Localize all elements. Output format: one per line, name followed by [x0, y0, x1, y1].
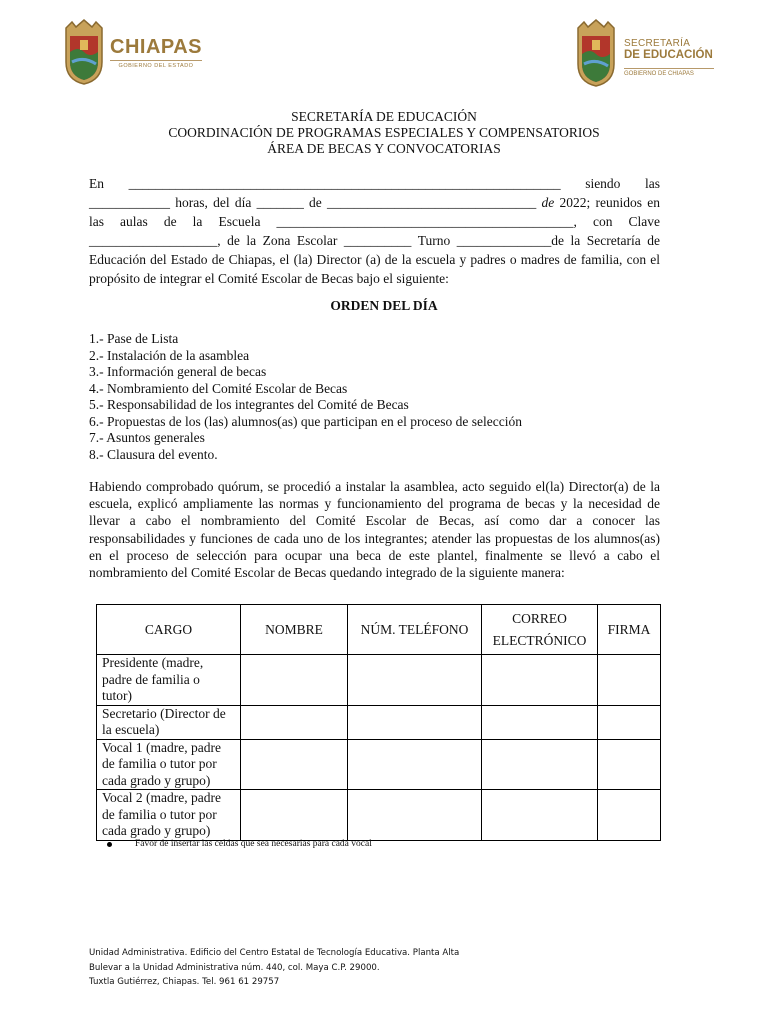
table-row	[97, 655, 661, 706]
column-header-correo	[482, 605, 598, 655]
table-note-text: Favor de insertar las celdas que sea necesarias para cada vocal	[135, 839, 372, 849]
cargo-cell-secretario	[97, 705, 241, 739]
footer-line-1: Unidad Administrativa. Edificio del Centro Estatal de Tecnología Educativa. Planta Alta	[89, 948, 460, 958]
agenda-item: 1.- Pase de Lista	[89, 331, 179, 346]
intro-line-1	[89, 174, 660, 193]
column-header-firma: FIRMA	[598, 605, 661, 655]
cargo-text: Vocal 1 (madre, padre	[102, 739, 221, 755]
agenda-item: 3.- Información general de becas	[89, 364, 267, 379]
cargo-text: de familia o tutor por	[102, 806, 217, 822]
cargo-cell-presidente	[97, 655, 241, 706]
correo-input-cell[interactable]	[482, 655, 598, 706]
footer-line-3: Tuxtla Gutiérrez, Chiapas. Tel. 961 61 29757	[89, 977, 280, 987]
firma-input-cell[interactable]	[598, 655, 661, 706]
agenda-heading: ORDEN DEL DÍA	[330, 298, 438, 313]
intro-paragraph	[89, 174, 660, 288]
closing-line-1: Habiendo comprobado quórum, se procedió a instalar la asamblea, acto seguido el(la) Director(a) de la	[89, 479, 660, 494]
committee-table	[96, 604, 661, 841]
column-header-nombre: NOMBRE	[241, 605, 348, 655]
telefono-input-cell[interactable]	[348, 790, 482, 841]
correo-input-cell[interactable]	[482, 790, 598, 841]
agenda-item: 7.- Asuntos generales	[89, 430, 205, 445]
school-blank: ____________________________________________,	[276, 214, 577, 229]
intro-text: con Clave	[592, 214, 660, 229]
correo-header-line1: CORREO	[512, 610, 567, 626]
agenda-item: 5.- Responsabilidad de los integrantes del Comité de Becas	[89, 397, 409, 412]
telefono-input-cell[interactable]	[348, 705, 482, 739]
firma-input-cell[interactable]	[598, 705, 661, 739]
intro-line-6: propósito de integrar el Comité Escolar de Becas bajo el siguiente:	[89, 271, 449, 286]
intro-line-4: ___________________, de la Zona Escolar __________ Turno ______________de la Secretaría de	[89, 233, 660, 248]
cargo-text: cada grado y grupo)	[102, 772, 211, 788]
intro-line-3	[89, 212, 660, 231]
agenda-item: 4.- Nombramiento del Comité Escolar de Becas	[89, 380, 348, 396]
footer-line-2: Bulevar a la Unidad Administrativa núm. 440, col. Maya C.P. 29000.	[89, 962, 380, 973]
chiapas-logo-text: CHIAPAS	[110, 36, 203, 58]
chiapas-coat-of-arms-icon	[574, 18, 618, 88]
intro-text: las aulas de la Escuela	[89, 214, 261, 229]
firma-input-cell[interactable]	[598, 790, 661, 841]
closing-line-6: nombramiento del Comité Escolar de Becas quedando integrado de la siguiente manera:	[89, 565, 565, 581]
cargo-cell-vocal-2	[97, 790, 241, 841]
intro-line-2	[89, 193, 660, 212]
secretaria-logo-line3: GOBIERNO DE CHIAPAS	[624, 68, 714, 77]
intro-text: siendo	[585, 176, 621, 191]
chiapas-coat-of-arms-icon	[62, 18, 106, 86]
title-line-2: COORDINACIÓN DE PROGRAMAS ESPECIALES Y COMPENSATORIOS	[168, 125, 600, 140]
agenda-item: 2.- Instalación de la asamblea	[89, 347, 250, 363]
cargo-text: Presidente (madre,	[102, 655, 204, 670]
cargo-cell-vocal-1	[97, 739, 241, 790]
chiapas-government-logo	[62, 18, 222, 86]
table-row	[97, 790, 661, 841]
closing-paragraph	[89, 478, 660, 581]
title-line-3: ÁREA DE BECAS Y CONVOCATORIAS	[267, 141, 501, 156]
closing-line-5: en el proceso de selección para ocupar una beca de este plantel, finalmente se llevó a cabo el	[89, 547, 660, 563]
intro-text: 2022; reunidos en	[559, 195, 661, 210]
secretaria-logo-line2: DE EDUCACIÓN	[624, 49, 713, 61]
time-date-blanks: ____________ horas, del día _______ de _______________________________	[89, 195, 537, 210]
table-header-row	[97, 605, 661, 655]
table-row	[97, 739, 661, 790]
agenda-item: 8.- Clausura del evento.	[89, 446, 218, 462]
place-blank: ________________________________________________________________	[128, 176, 561, 191]
telefono-input-cell[interactable]	[348, 655, 482, 706]
chiapas-logo-subtitle: GOBIERNO DEL ESTADO	[110, 60, 202, 69]
cargo-text: Vocal 2 (madre, padre	[102, 790, 221, 805]
intro-text: las	[645, 176, 661, 191]
firma-input-cell[interactable]	[598, 739, 661, 790]
correo-header-line2: ELECTRÓNICO	[492, 632, 587, 648]
nombre-input-cell[interactable]	[241, 790, 348, 841]
nombre-input-cell[interactable]	[241, 705, 348, 739]
column-header-telefono: NÚM. TELÉFONO	[348, 605, 482, 655]
nombre-input-cell[interactable]	[241, 655, 348, 706]
page-footer	[89, 946, 459, 990]
cargo-text: cada grado y grupo)	[102, 823, 211, 838]
table-row	[97, 705, 661, 739]
telefono-input-cell[interactable]	[348, 739, 482, 790]
cargo-text: padre de familia o	[102, 671, 200, 687]
nombre-input-cell[interactable]	[241, 739, 348, 790]
cargo-text: Secretario (Director de	[102, 705, 226, 721]
correo-input-cell[interactable]	[482, 739, 598, 790]
intro-text: de	[541, 195, 555, 210]
closing-line-4: responsabilidades y funciones de cada uno de los integrantes; atender las propuestas de los alumnos(as)	[89, 530, 660, 546]
document-title	[0, 109, 768, 157]
agenda-list	[89, 331, 522, 463]
agenda-item: 6.- Propuestas de los (las) alumnos(as) que participan en el proceso de selección	[89, 413, 522, 429]
intro-line-5: Educación del Estado de Chiapas, el (la) Director (a) de la escuela y padres o madres de familia, con el	[89, 252, 660, 267]
bullet-icon	[107, 842, 112, 847]
cargo-text: la escuela)	[102, 722, 160, 737]
intro-text: En	[89, 176, 104, 191]
cargo-text: tutor)	[102, 688, 132, 703]
closing-line-2: escuela, explicó ampliamente las normas y funcionamiento del programa de becas y la necesidad de	[89, 496, 660, 512]
title-line-1: SECRETARÍA DE EDUCACIÓN	[291, 109, 477, 124]
closing-line-3: llevar a cabo el nombramiento del Comité Escolar de Becas, así como dar a conocer las	[89, 513, 660, 529]
correo-input-cell[interactable]	[482, 705, 598, 739]
secretaria-educacion-logo	[574, 18, 724, 88]
column-header-cargo: CARGO	[97, 605, 241, 655]
cargo-text: de familia o tutor por	[102, 756, 217, 771]
secretaria-logo-line1: SECRETARÍA	[624, 38, 691, 49]
